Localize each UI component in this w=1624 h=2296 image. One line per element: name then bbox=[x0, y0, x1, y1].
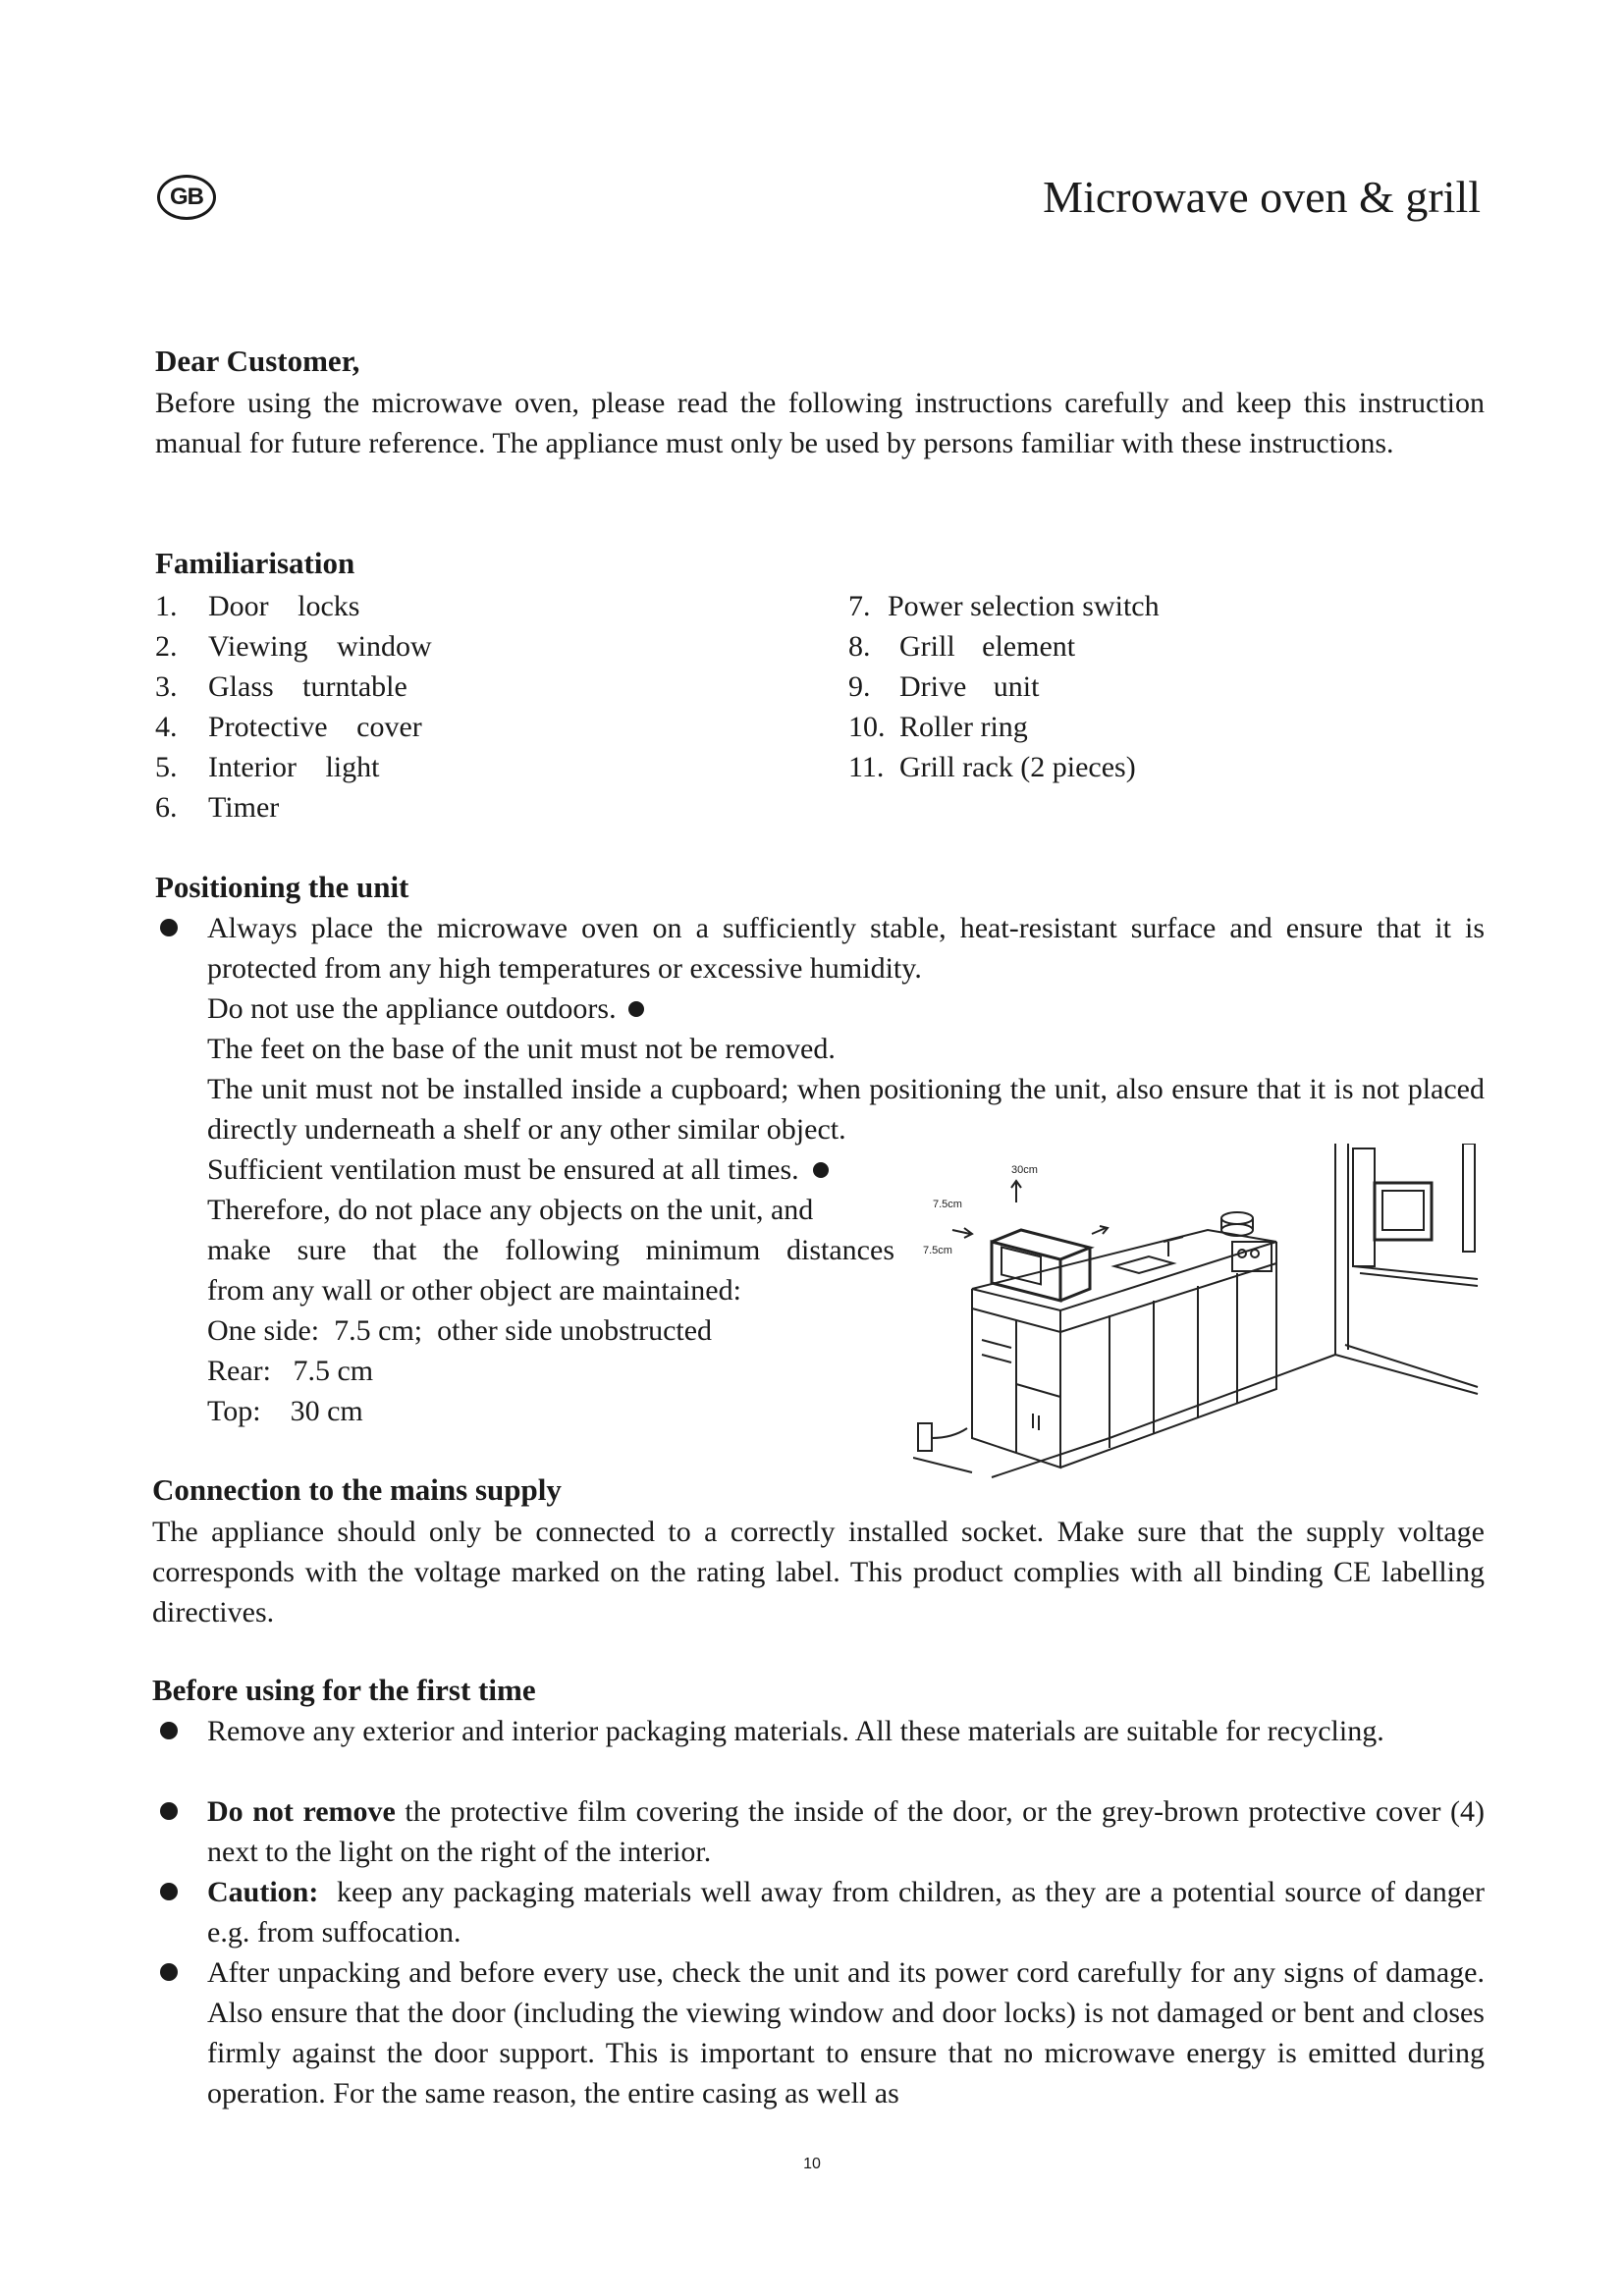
first-use-bullet-3: Caution: keep any packaging materials well away from children, as they are a potential source of danger e.g. from suffocation. bbox=[207, 1876, 1492, 1949]
positioning-p6-line3: from any wall or other object are maintained: bbox=[207, 1274, 741, 1307]
part-item: 1. Door locks bbox=[155, 590, 360, 622]
parts-list-left bbox=[155, 586, 432, 828]
positioning-heading: Positioning the unit bbox=[155, 870, 409, 904]
distance-top: Top: 30 cm bbox=[207, 1395, 363, 1427]
sink-icon bbox=[1114, 1256, 1173, 1273]
positioning-p4: The unit must not be installed inside a cupboard; when positioning the unit, also ensure that it is not placed directly underneath a shelf or any other similar object. bbox=[207, 1073, 1485, 1146]
part-item: 11. Grill rack (2 pieces) bbox=[848, 751, 1136, 783]
parts-list-right bbox=[848, 586, 1160, 787]
label-side-clearance: 7.5cm bbox=[923, 1245, 952, 1256]
countertop bbox=[972, 1230, 1276, 1310]
floor-line bbox=[913, 1458, 972, 1472]
bullet-dot bbox=[160, 1963, 178, 1981]
first-use-heading: Before using for the first time bbox=[152, 1673, 536, 1707]
part-item: 4. Protective cover bbox=[155, 711, 422, 743]
language-badge-label: GB bbox=[170, 184, 203, 210]
intro-text: Before using the microwave oven, please read the following instructions carefully and keep this instruction manual for future reference. The appliance must only be used by persons familiar with these instructions. bbox=[155, 387, 1485, 459]
clearance-illustration bbox=[913, 1144, 1488, 1482]
distance-rear: Rear: 7.5 cm bbox=[207, 1355, 374, 1387]
intro-heading: Dear Customer, bbox=[155, 344, 360, 378]
positioning-p5: Sufficient ventilation must be ensured at all times. bbox=[207, 1149, 829, 1190]
positioning-p2: Do not use the appliance outdoors. bbox=[207, 988, 644, 1029]
top-clearance-arrow bbox=[1011, 1181, 1021, 1202]
rear-clearance-arrow bbox=[1092, 1226, 1108, 1234]
part-item: 7. Power selection switch bbox=[848, 590, 1160, 622]
positioning-p1: Always place the microwave oven on a sufficiently stable, heat-resistant surface and ensure that it is protected from any high temperatures or excessive humidity. bbox=[207, 912, 1485, 985]
bullet-dot bbox=[813, 1162, 829, 1178]
distance-side: One side: 7.5 cm; other side unobstructed bbox=[207, 1314, 713, 1347]
positioning-p6 bbox=[207, 1190, 894, 1431]
side-clearance-arrow bbox=[952, 1228, 972, 1238]
bullet-dot bbox=[160, 919, 178, 936]
part-item: 6. Timer bbox=[155, 791, 280, 824]
mains-text: The appliance should only be connected to a correctly installed socket. Make sure that the supply voltage corresponds with the voltage marked on the rating label. This product complies with all binding CE labelling directives. bbox=[152, 1516, 1485, 1629]
positioning-p6-line1: Therefore, do not place any objects on the unit, and bbox=[207, 1194, 814, 1226]
part-item: 3. Glass turntable bbox=[155, 670, 407, 703]
first-use-bullet-1: Remove any exterior and interior packaging materials. All these materials are suitable for recycling. bbox=[207, 1715, 1384, 1747]
part-item: 2. Viewing window bbox=[155, 630, 432, 663]
positioning-p6-line2: make sure that the following minimum distances bbox=[207, 1234, 894, 1266]
mains-heading: Connection to the mains supply bbox=[152, 1472, 562, 1507]
wall-outlet-icon bbox=[918, 1423, 932, 1451]
part-item: 5. Interior light bbox=[155, 751, 380, 783]
part-item: 8. Grill element bbox=[848, 630, 1076, 663]
bullet-dot bbox=[160, 1722, 178, 1739]
bullet-dot bbox=[160, 1802, 178, 1820]
first-use-bullet-4: After unpacking and before every use, check the unit and its power cord carefully for any signs of damage. Also ensure that the door (including the viewing window and door locks) is not damaged or bent and closes firmly against the door support. This is important to ensure that no microwave energy is emitted during operation. For the same reason, the entire casing as well as bbox=[207, 1956, 1485, 2109]
part-item: 9. Drive unit bbox=[848, 670, 1040, 703]
label-rear-clearance: 7.5cm bbox=[933, 1199, 962, 1210]
floor-line bbox=[992, 1355, 1335, 1477]
familiarisation-heading: Familiarisation bbox=[155, 546, 355, 580]
language-badge bbox=[157, 175, 216, 220]
bullet-dot bbox=[628, 1001, 644, 1017]
page-number: 10 bbox=[803, 2156, 821, 2172]
label-top-clearance: 30cm bbox=[1011, 1164, 1038, 1176]
bullet-dot bbox=[160, 1883, 178, 1900]
document-title: Microwave oven & grill bbox=[1043, 172, 1481, 222]
positioning-p3: The feet on the base of the unit must not be removed. bbox=[207, 1033, 836, 1065]
first-use-bullet-2: Do not remove the protective film covering the inside of the door, or the grey-brown protective cover (4) next to the light on the right of the interior. bbox=[207, 1795, 1486, 1868]
part-item: 10. Roller ring bbox=[848, 711, 1028, 743]
